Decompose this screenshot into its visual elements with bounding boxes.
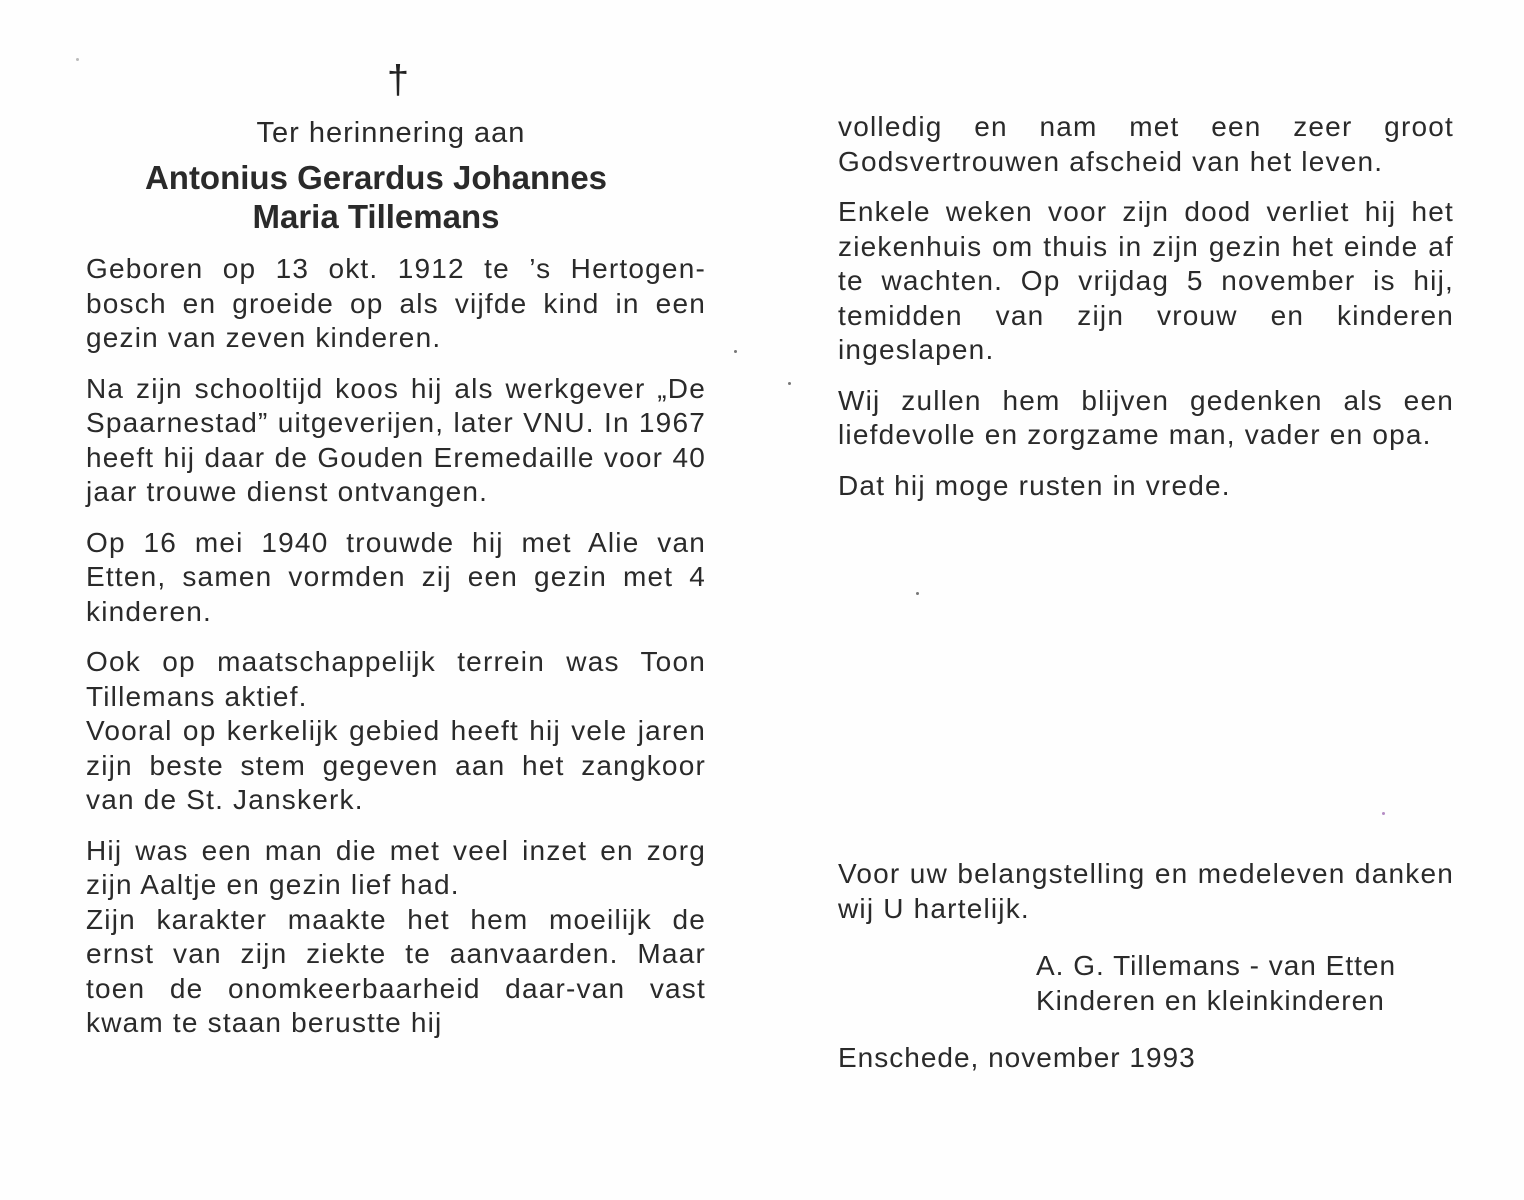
paragraph-church: Vooral op kerkelijk gebied heeft hij vele jaren zijn beste stem gegeven aan het zangkoor van de St. Janskerk. [86,715,706,815]
paragraph-passing: Enkele weken voor zijn dood verliet hij het ziekenhuis om thuis in zijn gezin het einde af te wachten. Op vrijdag 5 november is hij, temidden van zijn vrouw en kinderen ingeslapen. [838,196,1454,365]
print-speck [788,382,791,385]
print-speck [916,592,919,595]
cross-icon: † [386,58,410,102]
paragraph-birth: Geboren op 13 okt. 1912 te ’s Hertogen-bosch en groeide op als vijfde kind in een gezin van zeven kinderen. [86,253,706,353]
left-column [86,110,706,1041]
thanks-text: Voor uw belangstelling en medeleven danken wij U hartelijk. [838,858,1454,924]
deceased-name [86,158,706,236]
name-line-1: Antonius Gerardus Johannes [144,159,608,196]
signature-line-2: Kinderen en kleinkinderen [1036,985,1385,1016]
paragraph-character: Hij was een man die met veel inzet en zorg zijn Aaltje en gezin lief had. [86,834,706,900]
print-speck [76,58,79,61]
print-speck [734,350,737,353]
paragraph-career: Na zijn schooltijd koos hij als werkgever „De Spaarnestad” uitgeverijen, later VNU. In 1967 heeft hij daar de Gouden Eremedaille voor 40 jaar trouwe dienst ontvangen. [86,372,706,507]
intro-text: Ter herinnering aan [256,117,526,149]
signature [1036,948,1456,1018]
paragraph-social: Ook op maatschappelijk terrein was Toon Tillemans aktief. [86,646,706,712]
paragraph-faith: volledig en nam met een zeer groot Godsvertrouwen afscheid van het leven. [838,111,1454,177]
paragraph-marriage: Op 16 mei 1940 trouwde hij met Alie van Etten, samen vormden zij een gezin met 4 kinderen. [86,526,706,627]
paragraph-rest: Dat hij moge rusten in vrede. [838,469,1231,501]
signature-line-1: A. G. Tillemans - van Etten [1036,950,1397,981]
place-date: Enschede, november 1993 [838,1042,1196,1073]
right-column [838,110,1454,519]
name-line-2: Maria Tillemans [252,198,500,235]
print-speck [1382,812,1385,815]
paragraph-remembrance: Wij zullen hem blijven gedenken als een liefdevolle en zorgzame man, vader en opa. [838,384,1454,450]
paragraph-illness: Zijn karakter maakte het hem moeilijk de ernst van zijn ziekte te aanvaarden. Maar toen de onomkeerbaarheid daar-van vast kwam te staan berustte hij [86,903,706,1038]
